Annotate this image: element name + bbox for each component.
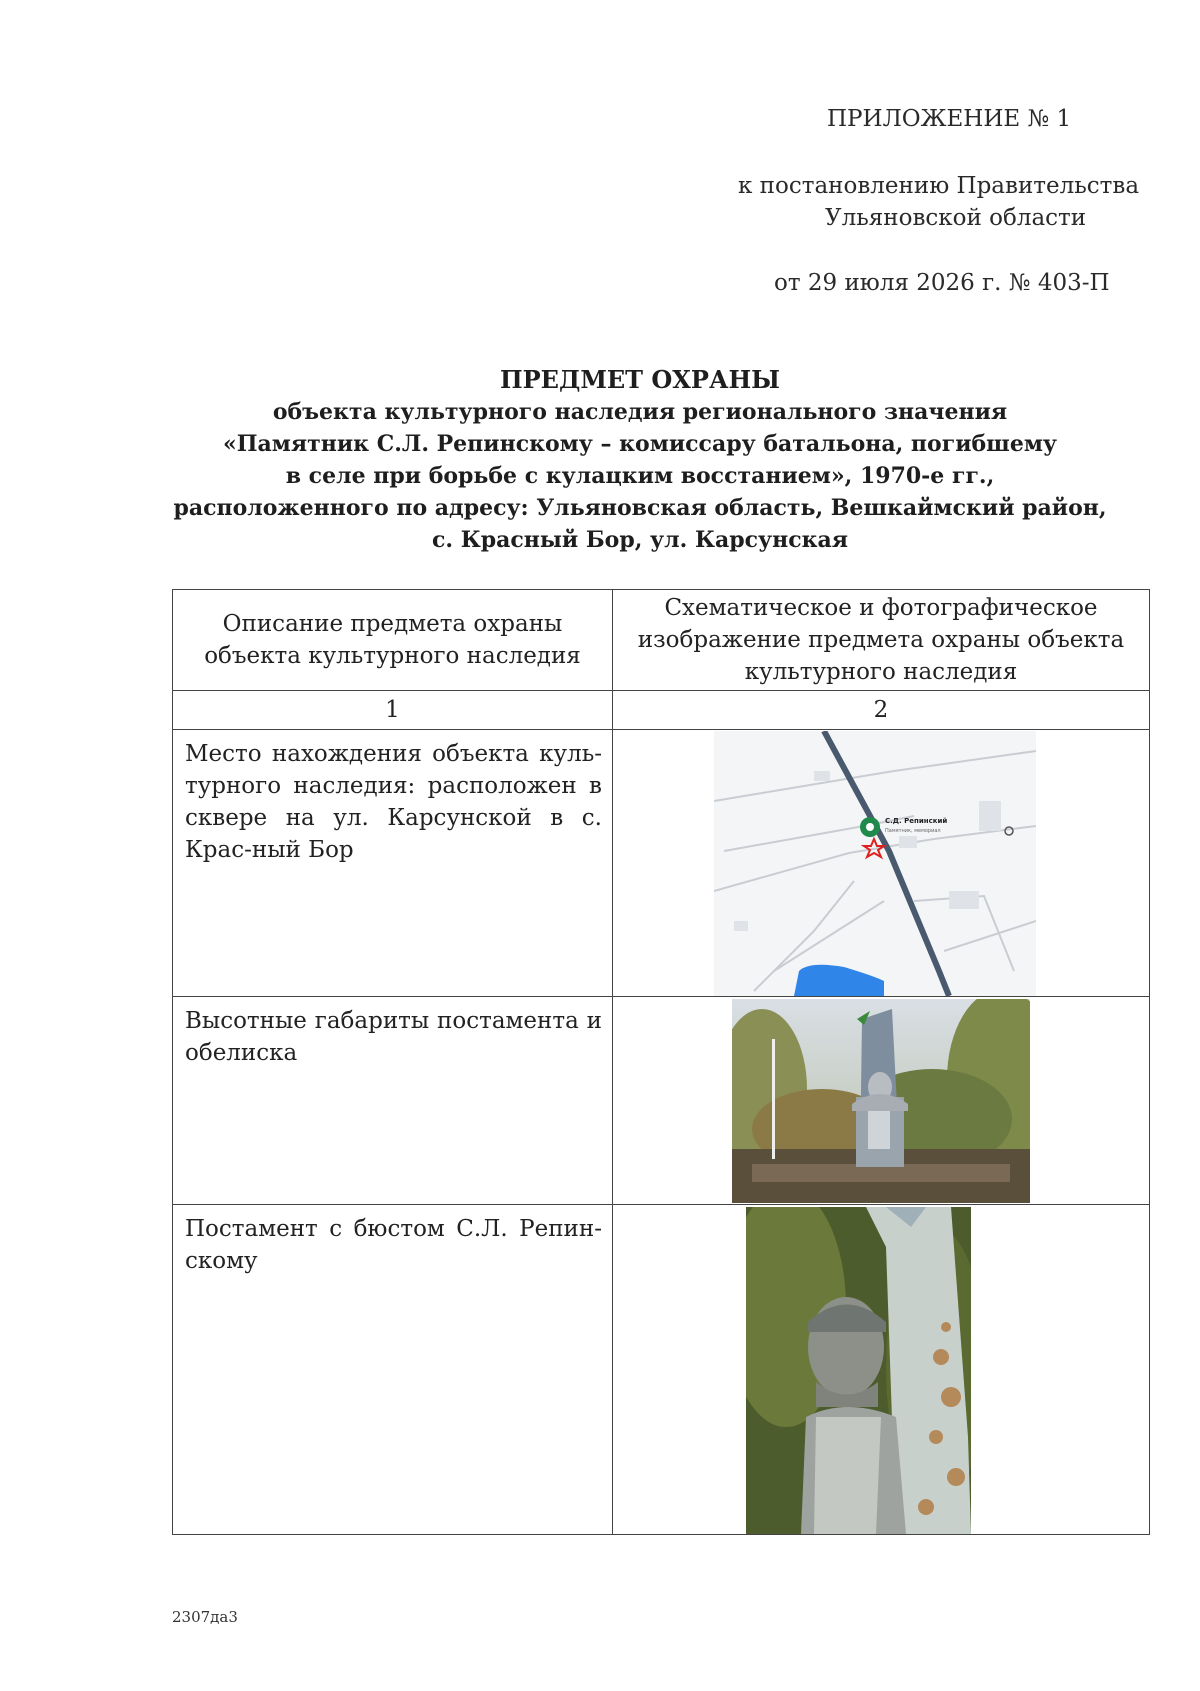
title-line-2: «Памятник С.Л. Репинскому – комиссару батальона, погибшему — [222, 431, 1058, 457]
table-number-row — [173, 691, 1150, 730]
col2-header — [613, 590, 1150, 691]
table-row — [173, 1205, 1150, 1535]
decree-line-2: Ульяновской области — [825, 205, 1087, 231]
title-line-4: расположенного по адресу: Ульяновская область, Вешкаймский район, — [173, 495, 1107, 521]
map-poi-subtitle: Памятник, мемориал — [885, 828, 941, 834]
bust-photo — [746, 1207, 971, 1534]
protection-table — [172, 589, 1150, 1535]
col2-number: 2 — [613, 691, 1150, 730]
table-row — [173, 730, 1150, 997]
row-description: Высотные габариты постамента и обелиска — [173, 997, 613, 1205]
col1-number: 1 — [173, 691, 613, 730]
photo-cell — [613, 997, 1150, 1205]
photo-cell — [613, 1205, 1150, 1535]
col1-header — [173, 590, 613, 691]
title-line-3: в селе при борьбе с кулацким восстанием», 1970-е гг., — [285, 463, 995, 489]
map-poi-title: С.Д. Репинский — [885, 817, 948, 825]
table-header-row — [173, 590, 1150, 691]
row-description: Место нахождения объекта куль-турного наследия: расположен в сквере на ул. Карсунской в с. Крас-ный Бор — [173, 730, 613, 997]
decree-date: от 29 июля 2026 г. № 403-П — [774, 270, 1110, 296]
table-row — [173, 997, 1150, 1205]
col1-header-text: Описание предмета охраны объекта культурного наследия — [204, 611, 581, 669]
monument-photo — [732, 999, 1030, 1203]
col2-header-text: Схематическое и фотографическое изображение предмета охраны объекта культурного наследия — [637, 595, 1125, 685]
row-description: Постамент с бюстом С.Л. Репин-скому — [173, 1205, 613, 1535]
title-line-1: объекта культурного наследия регионального значения — [272, 399, 1008, 425]
document-title — [150, 364, 1130, 556]
appendix-label: ПРИЛОЖЕНИЕ № 1 — [827, 106, 1072, 132]
map-cell — [613, 730, 1150, 997]
title-line-0: ПРЕДМЕТ ОХРАНЫ — [499, 365, 781, 394]
location-map — [714, 731, 1036, 996]
title-line-5: с. Красный Бор, ул. Карсунская — [431, 527, 848, 553]
decree-line-1: к постановлению Правительства — [738, 173, 1140, 199]
document-code: 2307да3 — [172, 1608, 238, 1626]
